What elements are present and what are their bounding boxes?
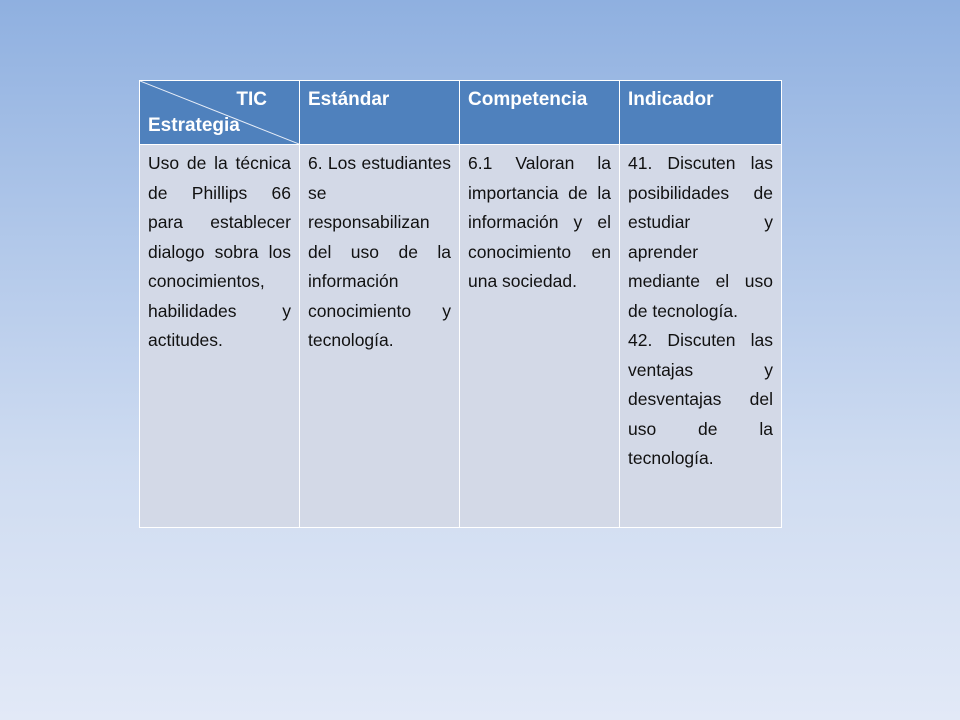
cell-estandar: 6. Los estudiantes se responsabilizan del uso de la información conocimiento y tecnología. [300,145,460,528]
header-competencia: Competencia [460,81,620,145]
header-estrategia: Estrategia [148,115,240,136]
indicador-item-41: 41. Discuten las posibilidades de estudiar y aprender mediante el uso de tecnología. [628,153,773,321]
strategy-table [139,80,782,528]
cell-competencia: 6.1 Valoran la importancia de la información y el conocimiento en una sociedad. [460,145,620,528]
indicador-item-42: 42. Discuten las ventajas y desventajas del uso de la tecnología. [628,330,773,468]
table-header-row [140,81,782,145]
cell-indicador [620,145,782,528]
cell-estrategia: Uso de la técnica de Phillips 66 para establecer dialogo sobra los conocimientos, habilidades y actitudes. [140,145,300,528]
header-indicador: Indicador [620,81,782,145]
header-tic: TIC [236,89,267,110]
header-corner-cell [140,81,300,145]
table-row [140,145,782,528]
header-estandar: Estándar [300,81,460,145]
